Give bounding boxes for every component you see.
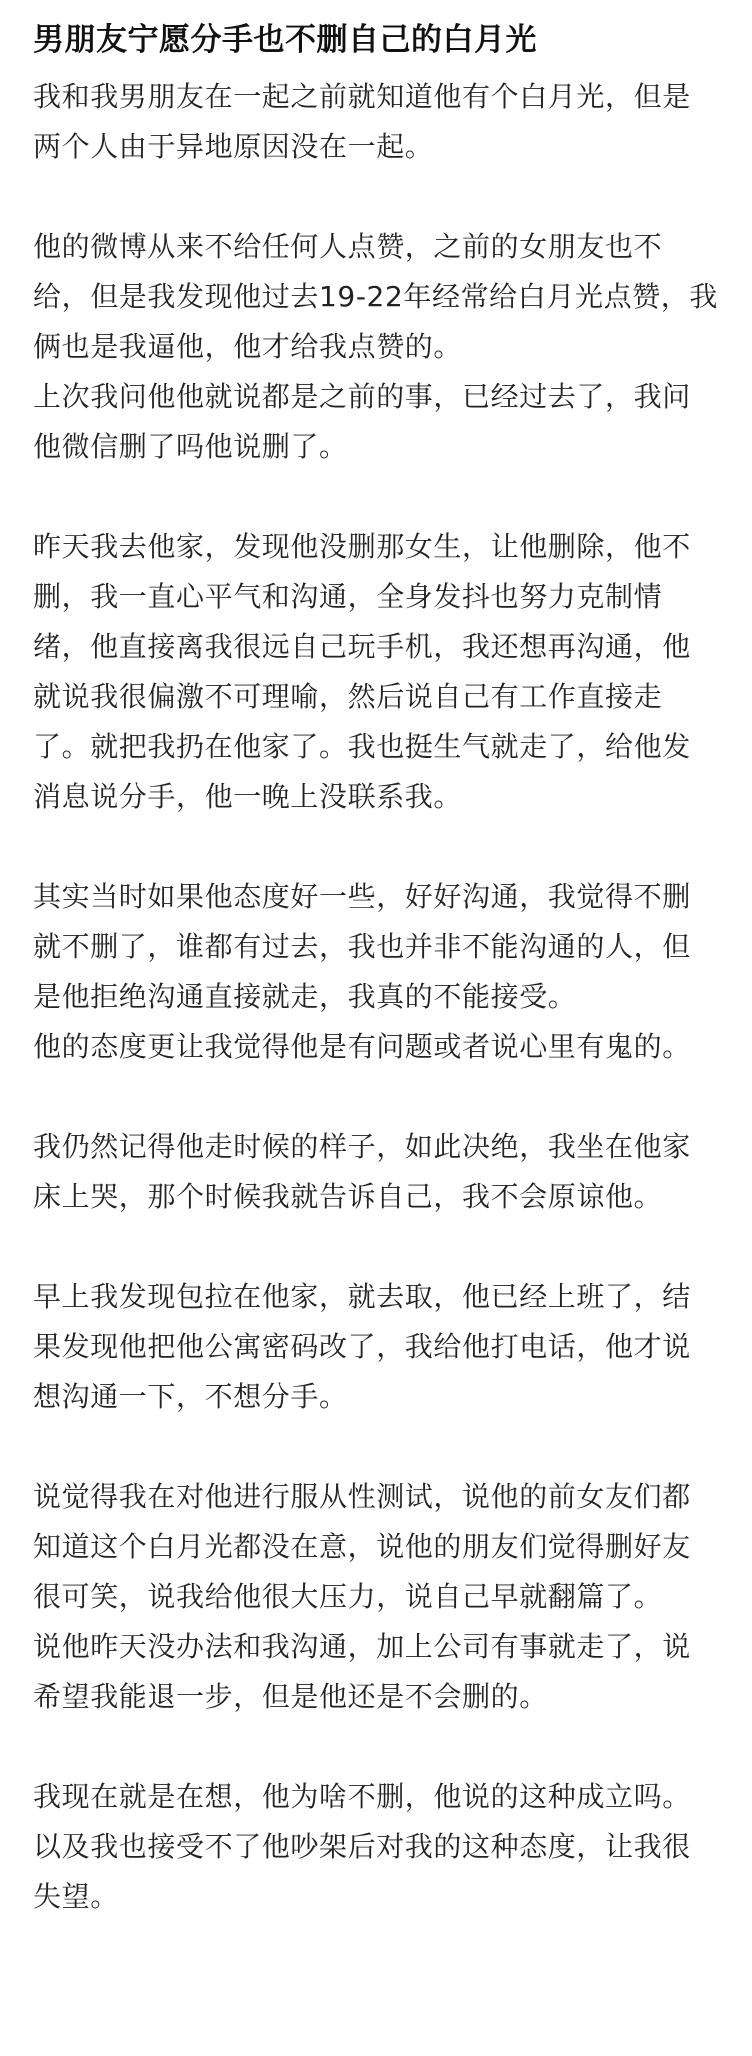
post-paragraph: 他的态度更让我觉得他是有问题或者说心里有鬼的。 [33,1030,691,1063]
post-paragraph: 早上我发现包拉在他家，就去取，他已经上班了，结果发现他把他公寓密码改了，我给他打电话，他才说想沟通一下，不想分手。 [33,1280,691,1413]
paragraph-gap [33,172,719,222]
post-paragraph: 昨天我去他家，发现他没删那女生，让他删除，他不删，我一直心平气和沟通，全身发抖也努力克制情绪，他直接离我很远自己玩手机，我还想再沟通，他就说我很偏激不可理喻，然后说自己有工作直接走了。就把我扔在他家了。我也挺生气就走了，给他发消息说分手，他一晚上没联系我。 [33,530,691,813]
post-paragraph: 我仍然记得他走时候的样子，如此决绝，我坐在他家床上哭，那个时候我就告诉自己，我不会原谅他。 [33,1130,691,1213]
post-body [33,72,719,1922]
paragraph-gap [33,1072,719,1122]
post-paragraph: 其实当时如果他态度好一些，好好沟通，我觉得不删就不删了，谁都有过去，我也并非不能沟通的人，但是他拒绝沟通直接就走，我真的不能接受。 [33,880,691,1013]
post-paragraph: 说他昨天没办法和我沟通，加上公司有事就走了，说希望我能退一步，但是他还是不会删的。 [33,1630,691,1713]
paragraph-gap [33,1422,719,1472]
paragraph-gap [33,472,719,522]
post-title: 男朋友宁愿分手也不删自己的白月光 [33,22,537,58]
paragraph-gap [33,1222,719,1272]
post-paragraph: 上次我问他他就说都是之前的事，已经过去了，我问他微信删了吗他说删了。 [33,380,691,463]
post-paragraph: 说觉得我在对他进行服从性测试，说他的前女友们都知道这个白月光都没在意，说他的朋友们觉得删好友很可笑，说我给他很大压力，说自己早就翻篇了。 [33,1480,691,1613]
paragraph-gap [33,822,719,872]
post-paragraph: 我和我男朋友在一起之前就知道他有个白月光，但是两个人由于异地原因没在一起。 [33,80,691,163]
post-paragraph: 我现在就是在想，他为啥不删，他说的这种成立吗。以及我也接受不了他吵架后对我的这种态度，让我很失望。 [33,1780,691,1913]
post-paragraph: 他的微博从来不给任何人点赞，之前的女朋友也不给，但是我发现他过去19-22年经常给白月光点赞，我俩也是我逼他，他才给我点赞的。 [33,230,718,363]
paragraph-gap [33,1722,719,1772]
